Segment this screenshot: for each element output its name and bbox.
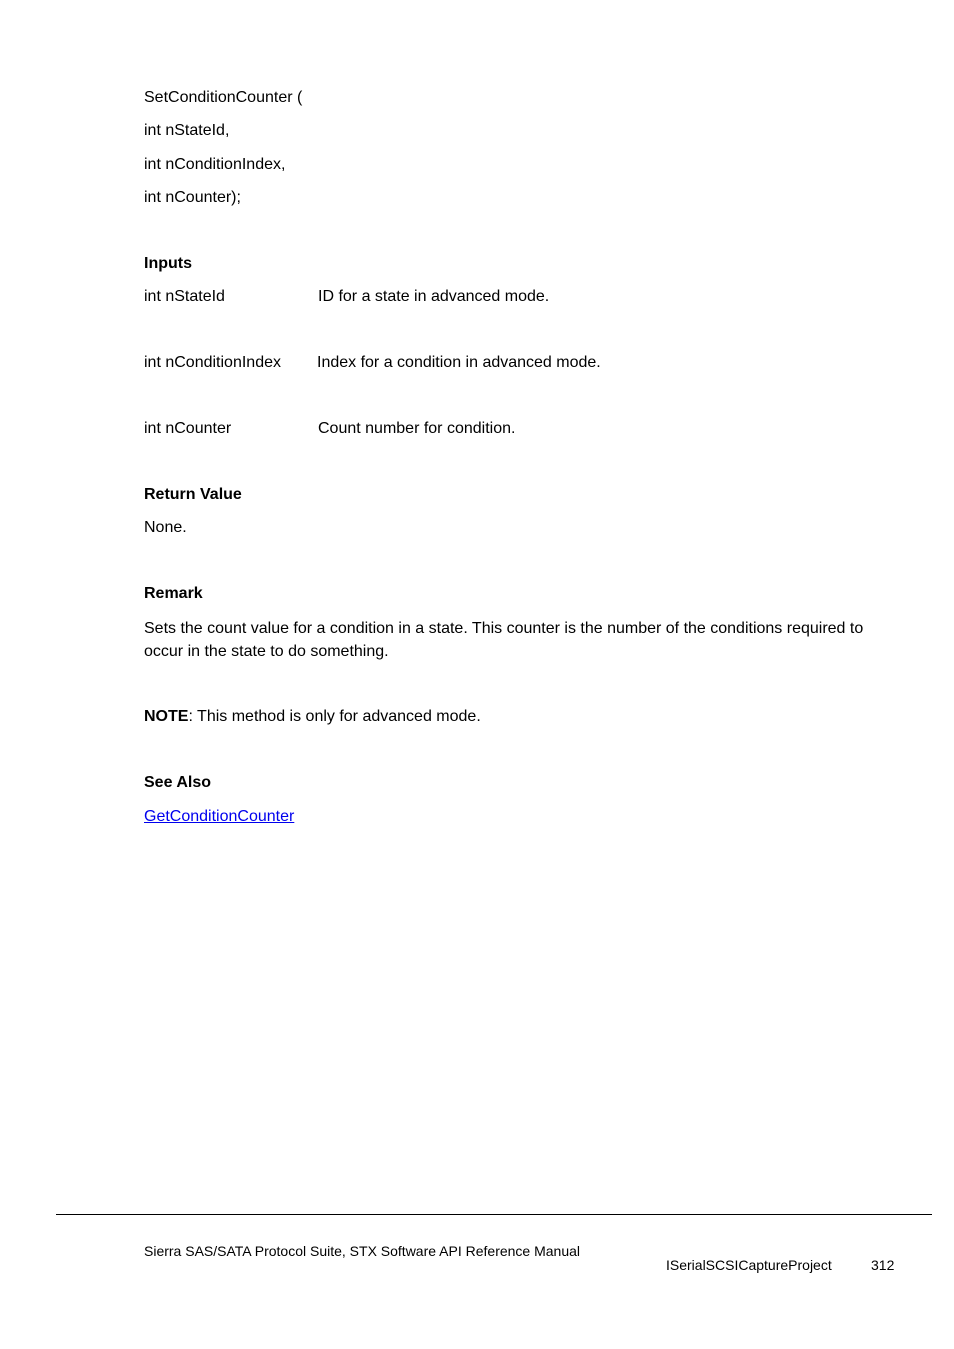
- return-value-text: None.: [144, 519, 187, 536]
- signature-line-4: int nCounter);: [144, 189, 241, 206]
- footer-section-name: ISerialSCSICaptureProject: [666, 1257, 832, 1273]
- inputs-heading: Inputs: [144, 255, 192, 272]
- note-text: : This method is only for advanced mode.: [188, 708, 481, 725]
- signature-line-1: SetConditionCounter (: [144, 89, 303, 106]
- remark-heading: Remark: [144, 585, 203, 602]
- param-name: int nStateId: [144, 288, 225, 305]
- signature-line-3: int nConditionIndex,: [144, 156, 286, 173]
- note-paragraph: [144, 707, 481, 727]
- param-name: int nCounter: [144, 420, 232, 437]
- footer-manual-title: Sierra SAS/SATA Protocol Suite, STX Software API Reference Manual: [144, 1243, 581, 1259]
- param-name: int nConditionIndex: [144, 354, 281, 371]
- get-condition-counter-link[interactable]: GetConditionCounter: [144, 808, 295, 825]
- note-label: NOTE: [144, 708, 189, 725]
- footer-page-number: 312: [871, 1257, 895, 1273]
- signature-line-2: int nStateId,: [144, 122, 230, 139]
- return-value-heading: Return Value: [144, 486, 242, 503]
- param-description: Count number for condition.: [318, 420, 516, 437]
- see-also-link-container: [144, 807, 294, 827]
- param-description: Index for a condition in advanced mode.: [317, 354, 601, 371]
- see-also-heading: See Also: [144, 774, 211, 791]
- footer-divider: [56, 1214, 932, 1215]
- remark-text: Sets the count value for a condition in a state. This counter is the number of the conditions required to occur in the state to do something.: [144, 620, 864, 660]
- param-description: ID for a state in advanced mode.: [318, 288, 550, 305]
